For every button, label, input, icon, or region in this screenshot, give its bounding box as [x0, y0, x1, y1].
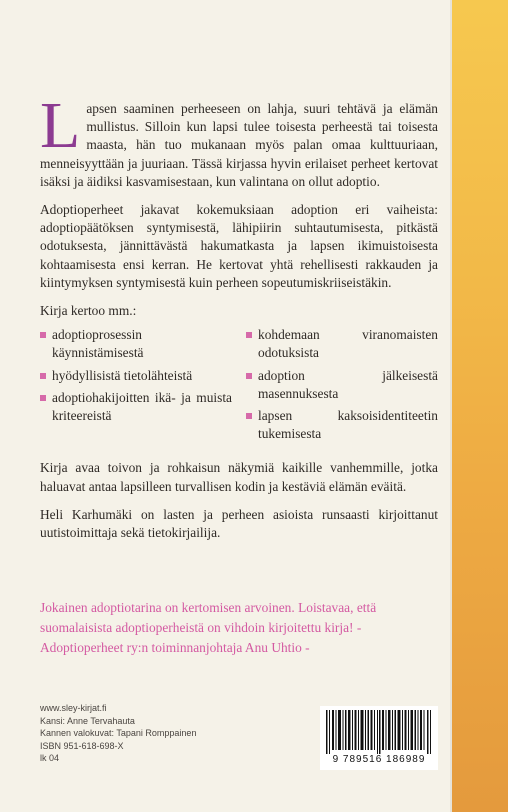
list-item: adoption jälkeisestä masennuksesta	[246, 367, 438, 403]
drop-cap: L	[40, 89, 81, 162]
list-item: lapsen kaksoisidentiteetin tukemisesta	[246, 407, 438, 443]
topic-list-left	[40, 326, 232, 425]
book-spine	[452, 0, 508, 812]
cover-credit: Kansi: Anne Tervahauta	[40, 715, 135, 726]
topic-list-right	[246, 326, 438, 443]
paragraph-2: Adoptioperheet jakavat kokemuksiaan adoption eri vaiheista: adoptiopäätöksen syntymisestä, lähipiirin suhtautumisesta, pitkästä odotuksesta, jännittävästä hakumatkasta ja lapsen ikimuistoisesta kohtaamisesta ensi kerran. He kertovat yhtä rehellisesti rakkauden ja kiintymyksen syntymisestä kuin perheen sopeutumiskriiseistäkin.	[40, 202, 438, 290]
paragraph-1-text: apsen saaminen perheeseen on lahja, suuri tehtävä ja elämän mullistus. Silloin kun lapsi tulee toisesta perheestä tai toisesta maasta, hän tuo mukanaan myös palan omaa kulttuuriaan, menneisyyttään ja juuriaan. Tässä kirjassa hyvin erilaiset perheet kertovat isäksi ja äidiksi kasvamisestaan, kun valintana on ollut adoptio.	[40, 101, 438, 189]
barcode-bars	[326, 710, 432, 754]
paragraph-3: Kirja avaa toivon ja rohkaisun näkymiä kaikille vanhemmille, jotka haluavat antaa lapsilleen turvallisen kodin ja kestäviä elämän eväitä.	[40, 460, 438, 494]
barcode-number: 9 789516 186989	[332, 754, 426, 765]
list-item: adoptiohakijoitten ikä- ja muista kriteereistä	[40, 389, 232, 425]
barcode	[320, 706, 438, 770]
endorsement-quote: Jokainen adoptiotarina on kertomisen arvoinen. Loistavaa, että suomalaisista adoptioperheistä on vihdoin kirjoitettu kirja! - Adoptioperheet ry:n toiminnanjohtaja Anu Uhtio -	[40, 600, 377, 655]
list-item: kohdemaan viranomaisten odotuksista	[246, 326, 438, 362]
list-intro: Kirja kertoo mm.:	[40, 303, 137, 319]
photo-credit: Kannen valokuvat: Tapani Romppainen	[40, 728, 197, 738]
paragraph-1	[40, 89, 438, 191]
isbn-text: ISBN 951-618-698-X	[40, 740, 124, 751]
author-bio: Heli Karhumäki on lasten ja perheen asioista runsaasti kirjoittanut uutistoimittaja sekä tietokirjailija.	[40, 506, 438, 541]
classification-code: lk 04	[40, 753, 60, 763]
list-item: hyödyllisistä tietolähteistä	[40, 367, 232, 385]
publisher-credits	[40, 702, 196, 765]
website-link[interactable]: www.sley-kirjat.fi	[40, 703, 107, 713]
topic-list	[40, 326, 438, 447]
blurb-text	[40, 89, 438, 552]
list-item: adoptioprosessin käynnistämisestä	[40, 326, 232, 362]
